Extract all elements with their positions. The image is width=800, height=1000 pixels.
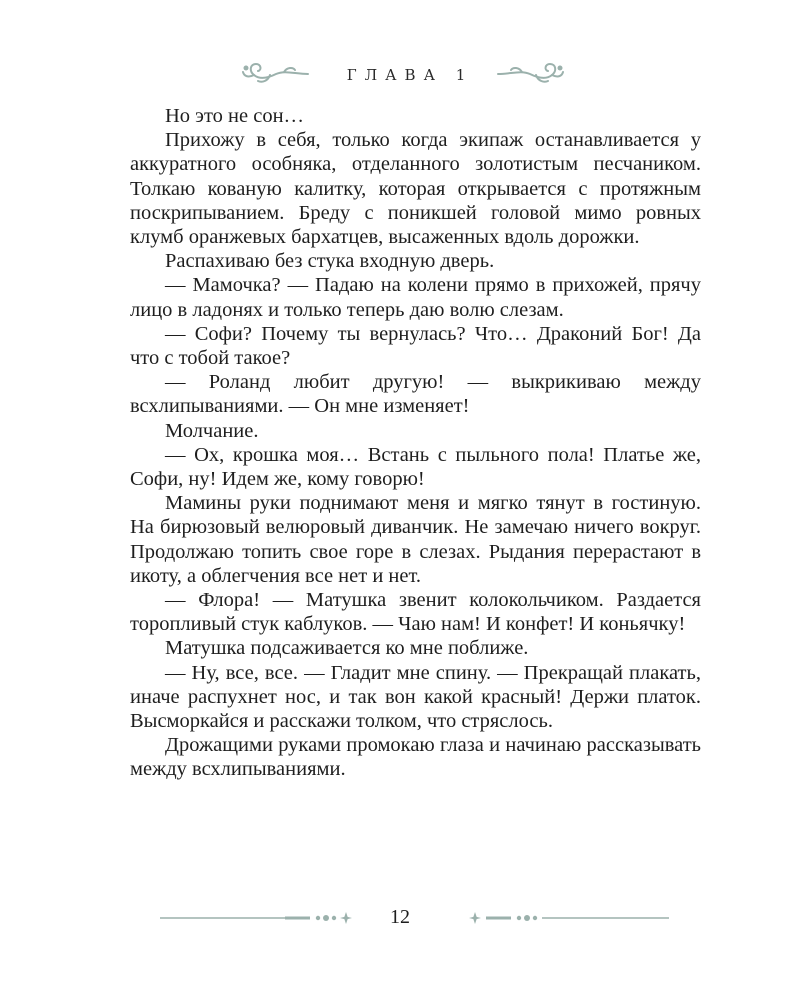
page-number: 12 <box>390 906 410 928</box>
chapter-title: ГЛАВА 1 <box>346 66 474 84</box>
paragraph: Но это не сон… <box>165 105 305 127</box>
left-footer-ornament-rule <box>160 910 355 926</box>
paragraph: — Софи? Почему ты вернулась? Что… Драконий Бог! Да что с тобой такое? <box>130 322 701 370</box>
page-header <box>0 52 800 102</box>
paragraph: — Роланд любит другую! — выкрикиваю между всхлипываниями. — Он мне изменяет! <box>130 371 701 418</box>
paragraph: — Мамочка? — Падаю на колени прямо в прихожей, прячу лицо в ладонях и только теперь даю волю слезам. <box>130 274 701 321</box>
paragraph: Дрожащими руками промокаю глаза и начинаю рассказывать между всхлипываниями. <box>130 734 701 781</box>
page-footer <box>0 900 800 940</box>
right-flourish-ornament <box>496 58 566 88</box>
paragraph: — Флора! — Матушка звенит колокольчиком. Раздается торопливый стук каблуков. — Чаю нам! И конфет! И коньячку! <box>130 589 701 636</box>
paragraph: Распахиваю без стука входную дверь. <box>165 250 495 273</box>
right-footer-ornament-rule <box>466 910 671 926</box>
left-flourish-ornament <box>240 58 310 88</box>
paragraph: — Ну, все, все. — Гладит мне спину. — Прекращай плакать, иначе распухнет нос, и так вон какой красный! Держи платок. Высморкайся и расскажи толком, что стряслось. <box>130 661 701 733</box>
paragraph: Мамины руки поднимают меня и мягко тянут в гостиную. На бирюзовый велюровый диванчик. Не замечаю ничего вокруг. Продолжаю топить свое горе в слезах. Рыдания перерастают в икоту, а облегчения все нет и нет. <box>130 492 701 587</box>
paragraph: — Ох, крошка моя… Встань с пыльного пола! Платье же, Софи, ну! Идем же, кому говорю! <box>130 443 701 491</box>
paragraph: Матушка подсаживается ко мне поближе. <box>165 637 529 660</box>
chapter-body-text <box>130 104 701 782</box>
paragraph: Молчание. <box>165 419 259 442</box>
paragraph: Прихожу в себя, только когда экипаж останавливается у аккуратного особняка, отделанного золотистым песчаником. Толкаю кованую калитку, которая открывается с протяжным поскрипыванием. Бреду с поникшей головой мимо ровных клумб оранжевых бархатцев, высаженных вдоль дорожки. <box>130 129 701 249</box>
